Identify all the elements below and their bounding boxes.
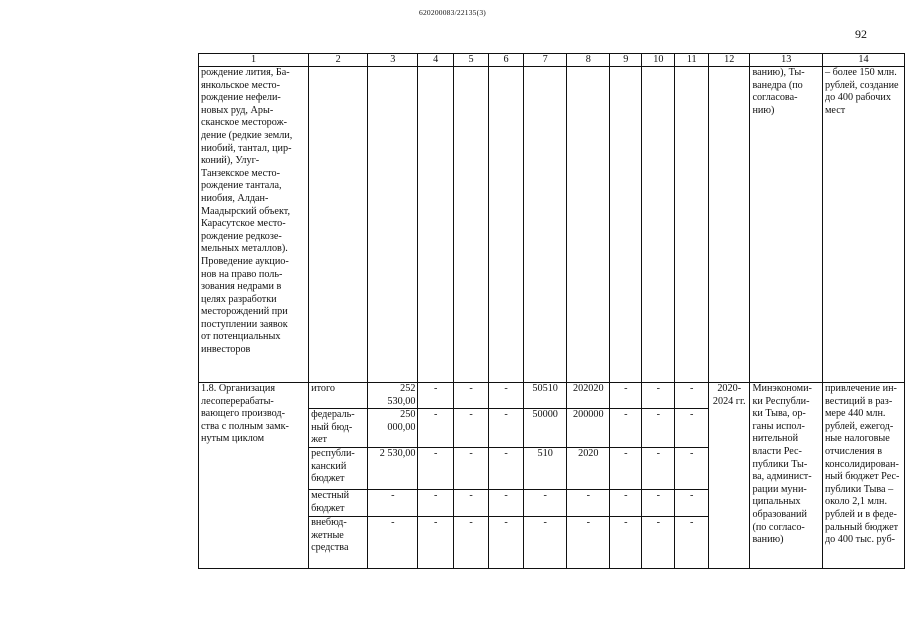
empty-cell <box>709 67 750 383</box>
value-cell: - <box>368 489 418 516</box>
implementation-period: 2020- 2024 гг. <box>709 383 750 569</box>
executors: Минэкономи- ки Республи- ки Тыва, ор- ганы испол- нительной власти Рес- публики Ты- ва, админист- рации муни- ципальных образований (по согласо- ванию) <box>750 383 823 569</box>
column-number: 7 <box>524 54 567 67</box>
value-cell: - <box>368 516 418 568</box>
column-number: 10 <box>642 54 675 67</box>
value-cell: - <box>418 489 454 516</box>
table-row <box>199 383 905 409</box>
value-cell: - <box>610 516 642 568</box>
column-number: 8 <box>567 54 610 67</box>
value-cell: - <box>418 447 454 489</box>
column-number: 13 <box>750 54 823 67</box>
continuation-row <box>199 67 905 383</box>
value-cell: - <box>567 516 610 568</box>
continuation-executors: ванию), Ты- ванедра (по согласова- нию) <box>750 67 823 383</box>
value-cell: - <box>642 489 675 516</box>
value-cell: - <box>642 447 675 489</box>
value-cell: - <box>642 409 675 448</box>
value-cell: - <box>610 383 642 409</box>
value-cell: - <box>675 447 709 489</box>
value-cell: - <box>454 409 489 448</box>
column-number: 3 <box>368 54 418 67</box>
value-cell: - <box>524 489 567 516</box>
value-cell: - <box>418 409 454 448</box>
empty-cell <box>524 67 567 383</box>
empty-cell <box>309 67 368 383</box>
item-name: 1.8. Организация лесоперерабаты- вающего производ- ства с полным замк- нутым циклом <box>199 383 309 569</box>
continuation-description: рождение лития, Ба- янкольское место- рождение нефели- новых руд, Ары- сканское месторож- дение (редкие земли, ниобий, тантал, цир- коний), Улуг- Танзекское место- рождение тантала, ниобия, Алдан- Маадырский объект, Карасутское место- рождение редкозе- мельных металлов). Проведение аукцио- нов на право поль- зования недрами в целях разработки месторождений при поступлении заявок от потенциальных инвесторов <box>199 67 309 383</box>
funding-source: федераль- ный бюд- жет <box>309 409 368 448</box>
value-cell: - <box>454 383 489 409</box>
value-cell: - <box>642 516 675 568</box>
value-cell: 2020 <box>567 447 610 489</box>
value-cell: - <box>675 516 709 568</box>
value-cell: 50000 <box>524 409 567 448</box>
value-cell: 200000 <box>567 409 610 448</box>
funding-source: внебюд- жетные средства <box>309 516 368 568</box>
value-cell: - <box>675 409 709 448</box>
value-cell: - <box>489 447 524 489</box>
value-cell: - <box>610 447 642 489</box>
value-cell: 252 530,00 <box>368 383 418 409</box>
funding-source: итого <box>309 383 368 409</box>
value-cell: - <box>454 489 489 516</box>
value-cell: - <box>610 409 642 448</box>
empty-cell <box>642 67 675 383</box>
value-cell: - <box>610 489 642 516</box>
value-cell: - <box>524 516 567 568</box>
column-number: 6 <box>489 54 524 67</box>
empty-cell <box>489 67 524 383</box>
value-cell: - <box>454 516 489 568</box>
column-number: 9 <box>610 54 642 67</box>
column-number: 2 <box>309 54 368 67</box>
expected-result: привлечение ин- вестиций в раз- мере 440 млн. рублей, ежегод- ные налоговые отчисления в консолидирован- ный бюджет Рес- публики Тыва – около 2,1 млн. рублей и в феде- ральный бюджет до 400 тыс. руб- <box>822 383 904 569</box>
column-number-row <box>199 54 905 67</box>
value-cell: 50510 <box>524 383 567 409</box>
value-cell: - <box>675 489 709 516</box>
empty-cell <box>610 67 642 383</box>
value-cell: - <box>418 383 454 409</box>
empty-cell <box>368 67 418 383</box>
value-cell: 2 530,00 <box>368 447 418 489</box>
value-cell: - <box>489 489 524 516</box>
value-cell: 510 <box>524 447 567 489</box>
value-cell: - <box>489 383 524 409</box>
value-cell: - <box>642 383 675 409</box>
value-cell: - <box>567 489 610 516</box>
value-cell: - <box>454 447 489 489</box>
value-cell: - <box>489 516 524 568</box>
column-number: 4 <box>418 54 454 67</box>
empty-cell <box>454 67 489 383</box>
value-cell: - <box>489 409 524 448</box>
column-number: 12 <box>709 54 750 67</box>
value-cell: - <box>675 383 709 409</box>
empty-cell <box>418 67 454 383</box>
column-number: 5 <box>454 54 489 67</box>
value-cell: 250 000,00 <box>368 409 418 448</box>
value-cell: 202020 <box>567 383 610 409</box>
value-cell: - <box>418 516 454 568</box>
document-id: 620200083/22135(3) <box>419 8 486 17</box>
empty-cell <box>567 67 610 383</box>
column-number: 1 <box>199 54 309 67</box>
column-number: 11 <box>675 54 709 67</box>
continuation-result: – более 150 млн. рублей, создание до 400 рабочих мест <box>822 67 904 383</box>
program-table <box>198 53 905 569</box>
funding-source: республи- канский бюджет <box>309 447 368 489</box>
empty-cell <box>675 67 709 383</box>
page-number: 92 <box>855 27 867 41</box>
funding-source: местный бюджет <box>309 489 368 516</box>
column-number: 14 <box>822 54 904 67</box>
